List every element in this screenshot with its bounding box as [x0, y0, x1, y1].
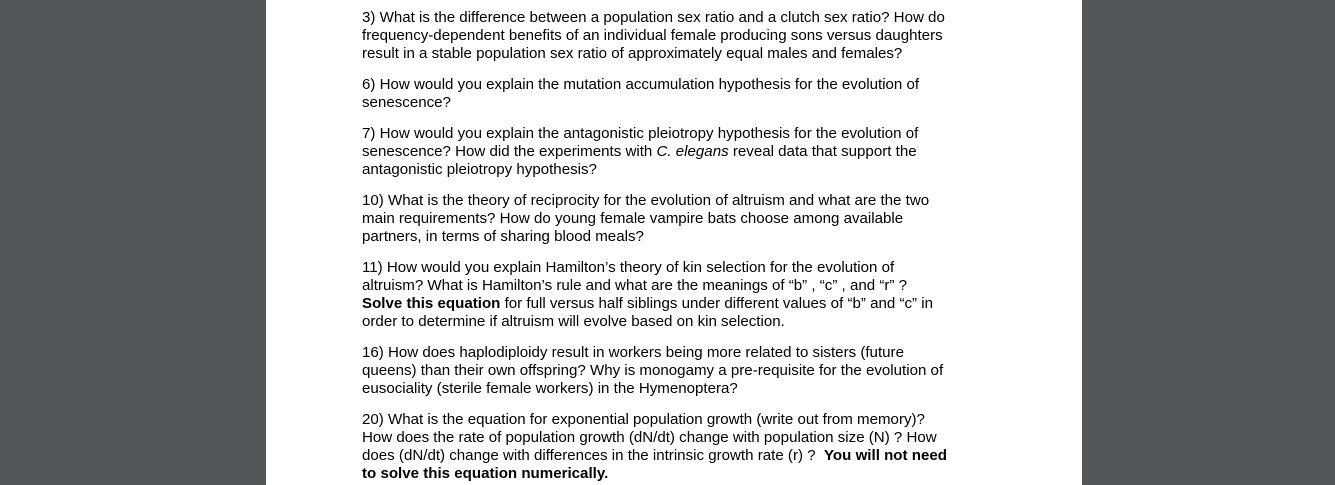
question-7 — [362, 125, 1002, 179]
question-text-line: result in a stable population sex ratio of approximately equal males and females? — [362, 45, 903, 62]
question-text-line: 7) How would you explain the antagonistic pleiotropy hypothesis for the evolution of — [362, 125, 919, 142]
question-text-line: How does the rate of population growth (dN/dt) change with population size (N) ? How — [362, 429, 937, 446]
question-11 — [362, 259, 1002, 331]
question-text-segment: does (dN/dt) change with differences in the intrinsic growth rate (r) ? — [362, 447, 824, 464]
question-3 — [362, 9, 1002, 63]
question-text-line: order to determine if altruism will evolve based on kin selection. — [362, 313, 785, 330]
species-name: C. elegans — [656, 143, 729, 160]
question-text-segment: for full versus half siblings under different values of “b” and “c” in — [500, 295, 934, 312]
question-text-line — [362, 295, 1002, 313]
question-text-line: 10) What is the theory of reciprocity for the evolution of altruism and what are the two — [362, 192, 930, 209]
question-6 — [362, 76, 1002, 112]
question-20 — [362, 411, 1002, 483]
question-text-line: 16) How does haplodiploidy result in workers being more related to sisters (future — [362, 344, 904, 361]
question-text-line: 3) What is the difference between a population sex ratio and a clutch sex ratio? How do — [362, 9, 945, 26]
question-text-segment: reveal data that support the — [728, 143, 917, 160]
question-text-line — [362, 143, 1002, 161]
document-page — [266, 0, 1082, 485]
question-text-line: frequency-dependent benefits of an individual female producing sons versus daughters — [362, 27, 943, 44]
question-text-line: 11) How would you explain Hamilton’s theory of kin selection for the evolution of — [362, 259, 895, 276]
question-text-line: antagonistic pleiotropy hypothesis? — [362, 161, 597, 178]
emphasis-text: Solve this equation — [362, 295, 501, 312]
question-text-line: senescence? — [362, 94, 451, 111]
question-text-line: altruism? What is Hamilton’s rule and what are the meanings of “b” , “c” , and “r” ? — [362, 277, 907, 294]
emphasis-text: You will not need — [823, 447, 947, 464]
question-text-line: eusociality (sterile female workers) in the Hymenoptera? — [362, 380, 738, 397]
question-16 — [362, 344, 1002, 398]
question-text-line: main requirements? How do young female vampire bats choose among available — [362, 210, 904, 227]
emphasis-text: to solve this equation numerically. — [362, 465, 609, 482]
question-text-line — [362, 465, 1002, 483]
question-text-line: 20) What is the equation for exponential population growth (write out from memory)? — [362, 411, 925, 428]
question-text-line: partners, in terms of sharing blood meals? — [362, 228, 644, 245]
question-10 — [362, 192, 1002, 246]
question-text-segment: senescence? How did the experiments with — [362, 143, 657, 160]
question-list — [362, 9, 1002, 485]
question-text-line: queens) than their own offspring? Why is monogamy a pre-requisite for the evolution of — [362, 362, 944, 379]
question-text-line — [362, 447, 1002, 465]
question-text-line: 6) How would you explain the mutation accumulation hypothesis for the evolution of — [362, 76, 920, 93]
